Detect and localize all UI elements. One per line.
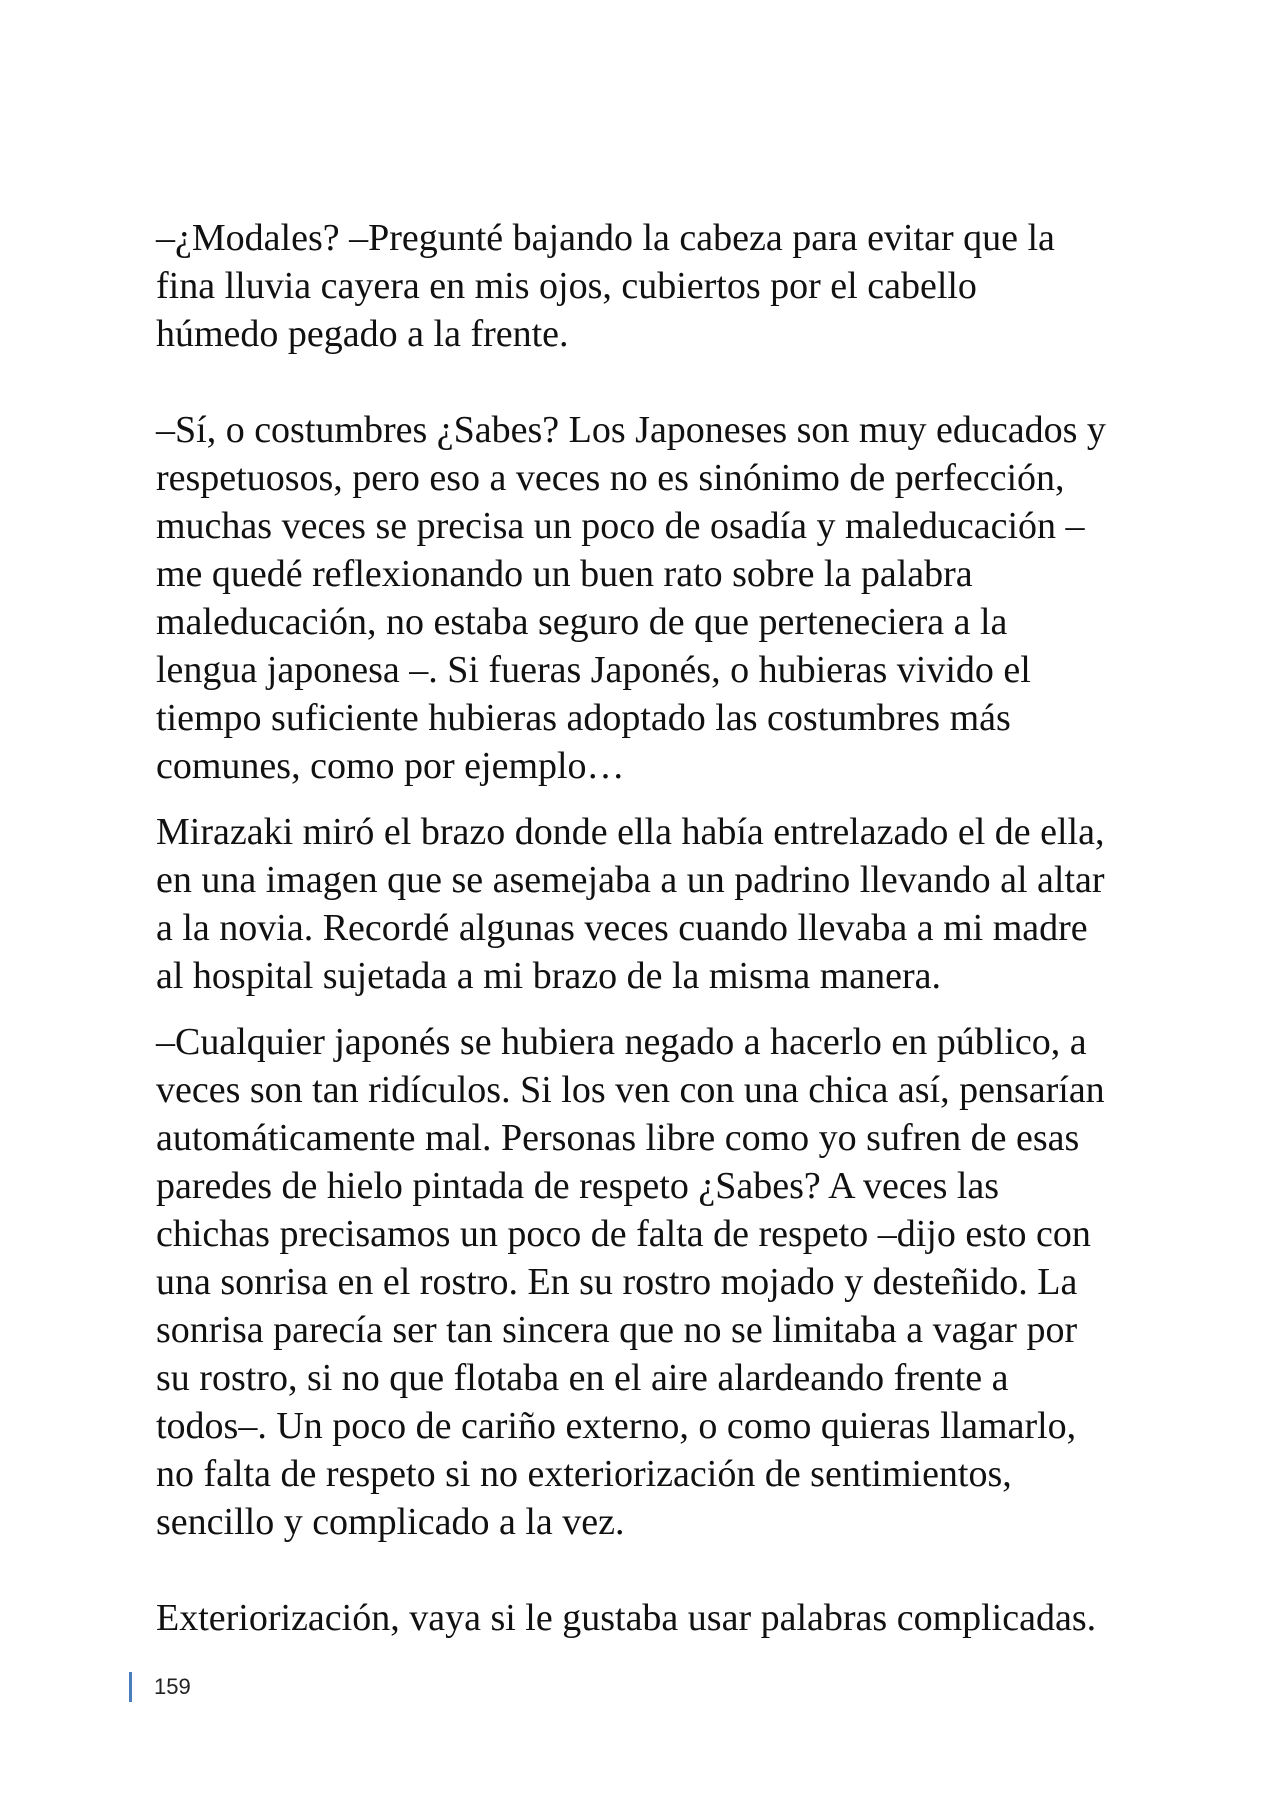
text-line: veces son tan ridículos. Si los ven con una chica así, pensarían: [156, 1069, 1105, 1111]
text-line: comunes, como por ejemplo…: [156, 745, 625, 787]
text-line: todos–. Un poco de cariño externo, o como quieras llamarlo,: [156, 1405, 1077, 1447]
paragraph-4: [156, 1018, 1136, 1546]
text-line: automáticamente mal. Personas libre como yo sufren de esas: [156, 1117, 1080, 1159]
text-line: muchas veces se precisa un poco de osadía y maleducación –: [156, 505, 1085, 547]
paragraph-2: [156, 406, 1136, 790]
text-line: a la novia. Recordé algunas veces cuando llevaba a mi madre: [156, 907, 1088, 949]
text-line: –Cualquier japonés se hubiera negado a hacerlo en público, a: [156, 1021, 1087, 1063]
text-line: sencillo y complicado a la vez.: [156, 1501, 625, 1543]
text-line: al hospital sujetada a mi brazo de la misma manera.: [156, 955, 942, 997]
text-line: Mirazaki miró el brazo donde ella había entrelazado el de ella,: [156, 811, 1105, 853]
text-line: una sonrisa en el rostro. En su rostro mojado y desteñido. La: [156, 1261, 1078, 1303]
text-line: no falta de respeto si no exteriorización de sentimientos,: [156, 1453, 1012, 1495]
paragraph-3: [156, 808, 1136, 1000]
text-line: lengua japonesa –. Si fueras Japonés, o hubieras vivido el: [156, 649, 1031, 691]
paragraph-5: [156, 1594, 1136, 1642]
text-line: chichas precisamos un poco de falta de respeto –dijo esto con: [156, 1213, 1091, 1255]
text-line: fina lluvia cayera en mis ojos, cubiertos por el cabello: [156, 265, 977, 307]
text-line: Exteriorización, vaya si le gustaba usar palabras complicadas.: [156, 1597, 1097, 1639]
text-line: paredes de hielo pintada de respeto ¿Sabes? A veces las: [156, 1165, 1000, 1207]
text-line: en una imagen que se asemejaba a un padrino llevando al altar: [156, 859, 1105, 901]
text-line: respetuosos, pero eso a veces no es sinónimo de perfección,: [156, 457, 1065, 499]
text-line: maleducación, no estaba seguro de que perteneciera a la: [156, 601, 1008, 643]
text-line: me quedé reflexionando un buen rato sobre la palabra: [156, 553, 973, 595]
text-line: –Sí, o costumbres ¿Sabes? Los Japoneses son muy educados y: [156, 409, 1106, 451]
text-line: húmedo pegado a la frente.: [156, 313, 569, 355]
page-number: 159: [154, 1674, 191, 1699]
text-line: sonrisa parecía ser tan sincera que no se limitaba a vagar por: [156, 1309, 1078, 1351]
text-line: su rostro, si no que flotaba en el aire alardeando frente a: [156, 1357, 1009, 1399]
page-number-accent-bar: [129, 1672, 132, 1702]
text-line: tiempo suficiente hubieras adoptado las costumbres más: [156, 697, 1011, 739]
paragraph-1: [156, 214, 1136, 358]
text-line: –¿Modales? –Pregunté bajando la cabeza para evitar que la: [156, 217, 1055, 259]
